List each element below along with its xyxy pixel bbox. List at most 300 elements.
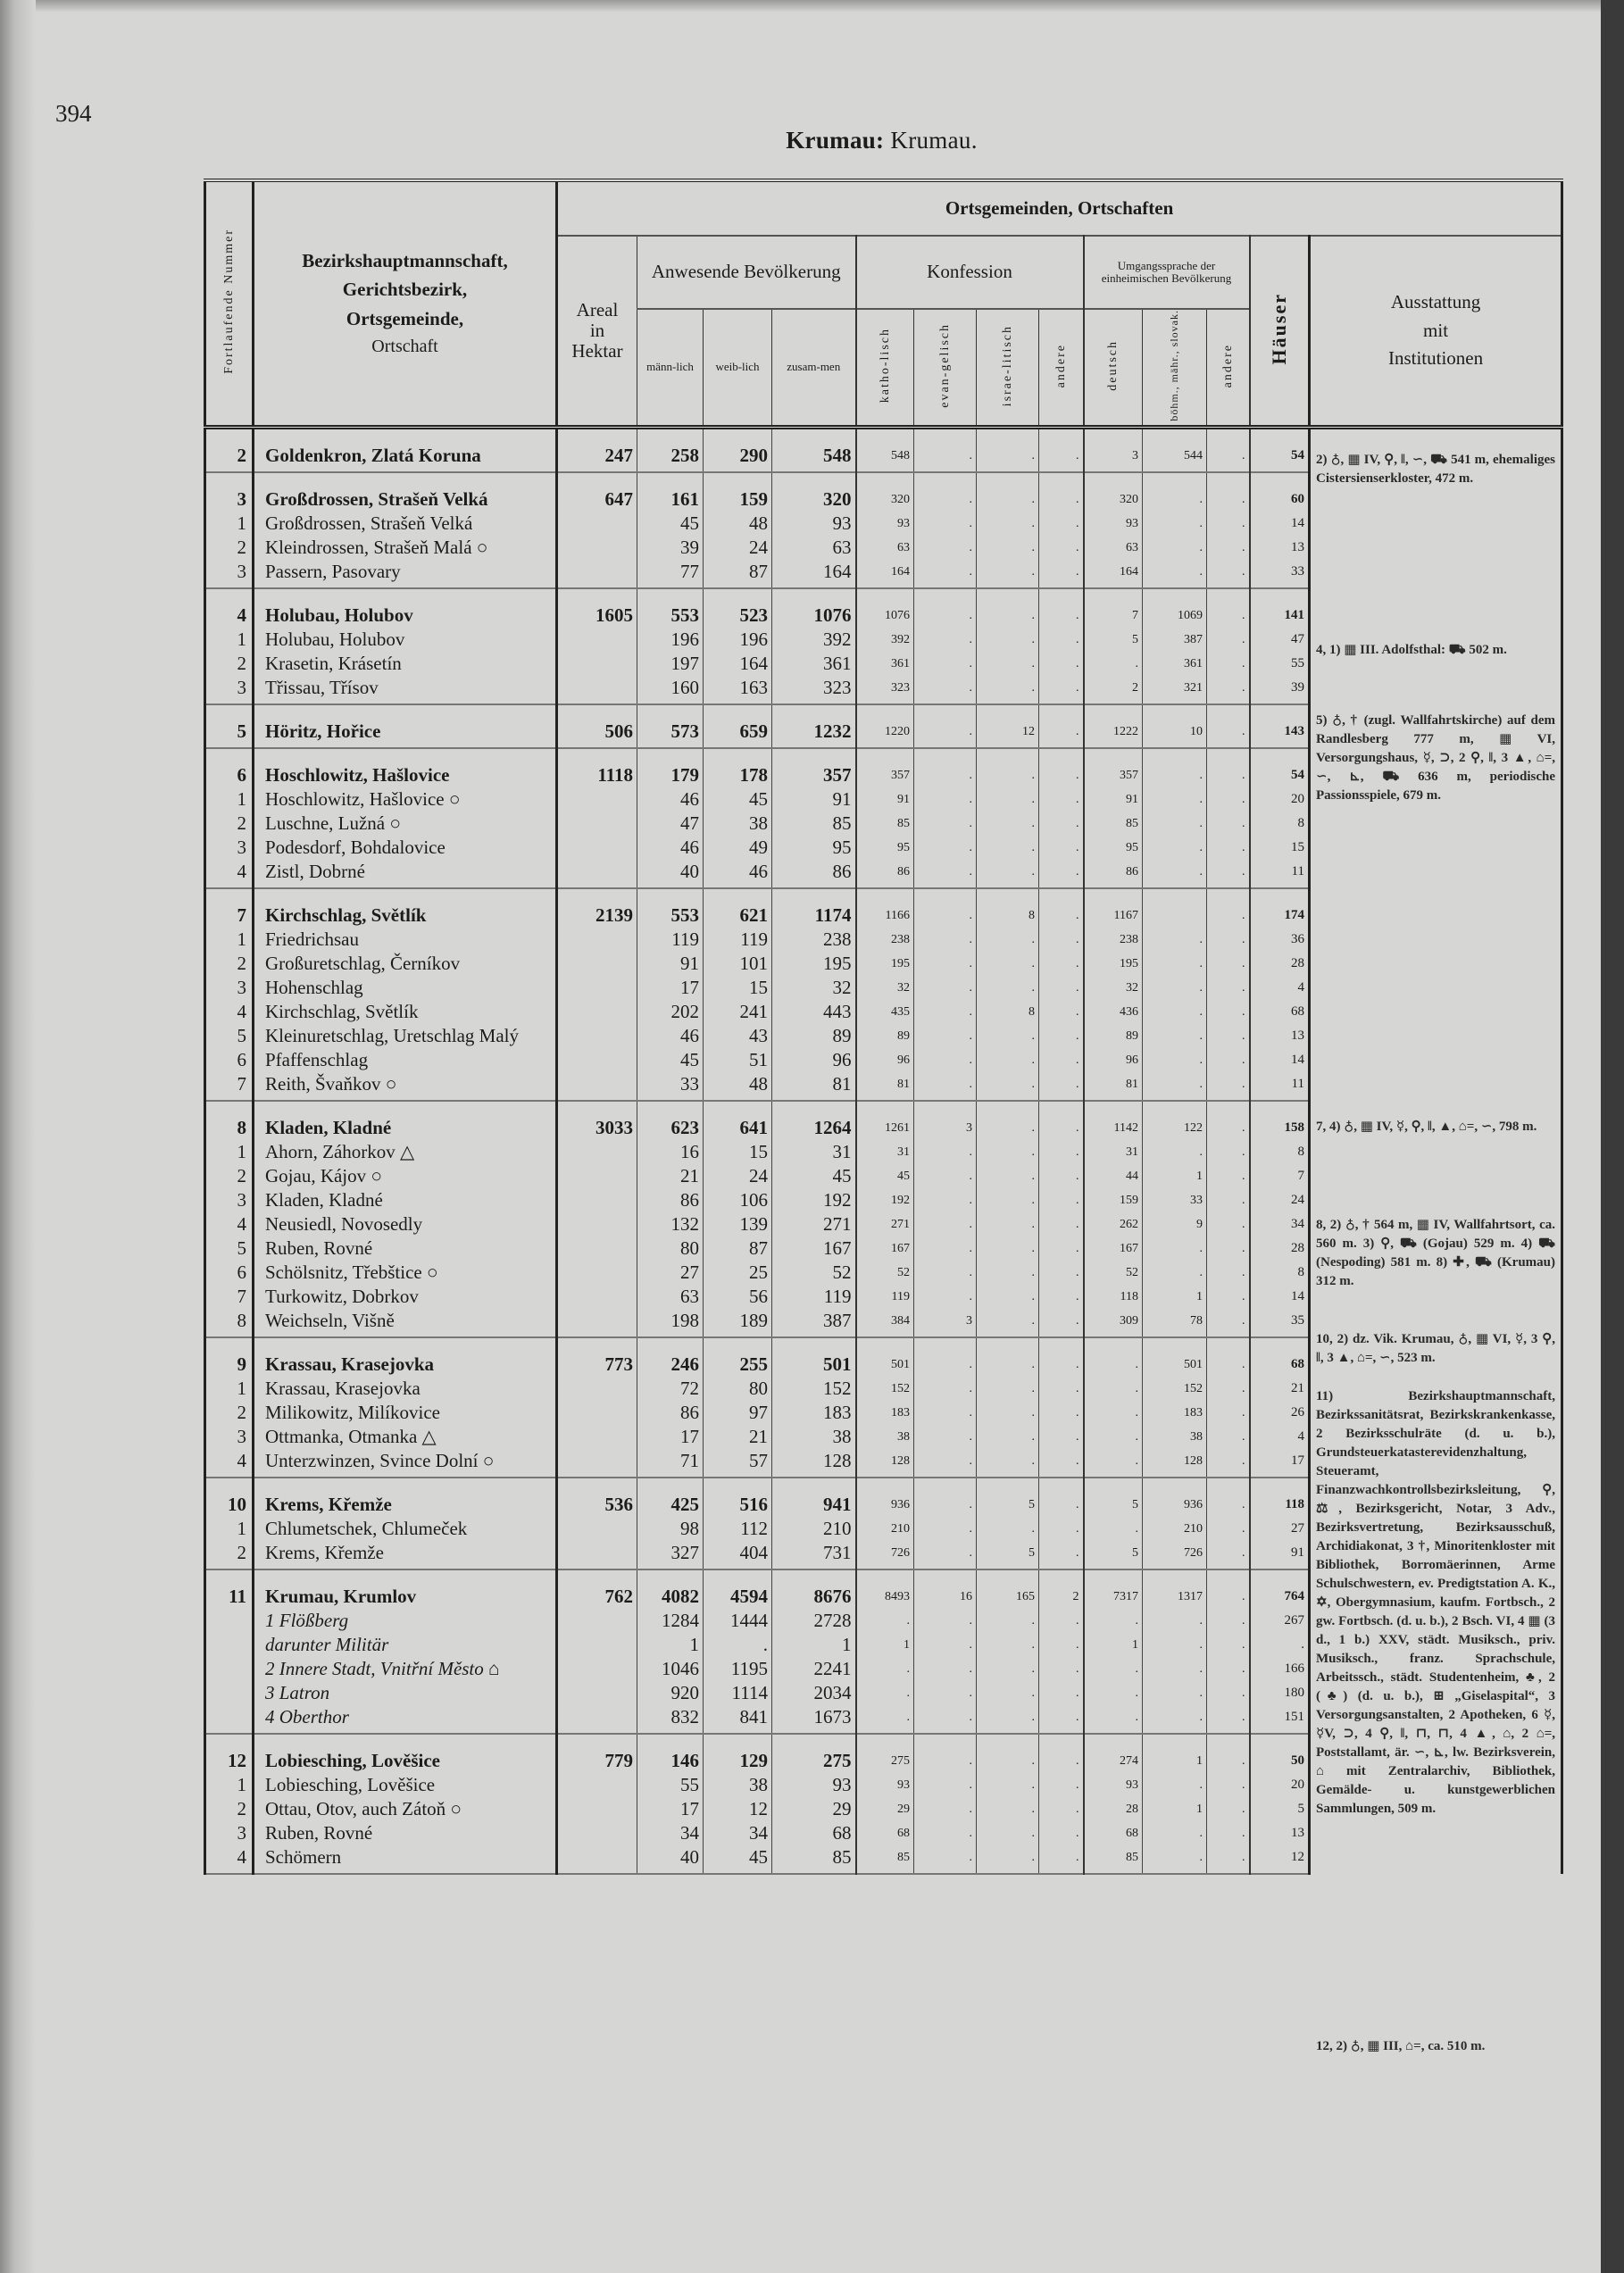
place-name [254, 1797, 557, 1821]
houses: 28 [1250, 1236, 1310, 1261]
israelite: . [977, 1773, 1039, 1797]
header-other-confession [1039, 309, 1084, 428]
german: 2 [1084, 676, 1143, 704]
israelite: 8 [977, 903, 1039, 928]
israelite: . [977, 976, 1039, 1000]
spacer-cell [254, 1734, 557, 1749]
locality-row [205, 1140, 1562, 1164]
locality-row [205, 536, 1562, 560]
place-name [254, 1024, 557, 1048]
place-name-text: Gojau, Kájov ○ [265, 1165, 383, 1187]
czech: 936 [1143, 1493, 1207, 1517]
spacer-cell [1207, 1734, 1250, 1749]
spacer-cell [856, 1734, 914, 1749]
spacer-cell [1039, 472, 1084, 487]
female: 12 [704, 1797, 772, 1821]
female: 112 [704, 1517, 772, 1541]
catholic: 31 [856, 1140, 914, 1164]
facilities-cell [1310, 560, 1562, 588]
catholic: 164 [856, 560, 914, 588]
czech: 1317 [1143, 1585, 1207, 1609]
row-number [205, 1657, 254, 1681]
catholic: . [856, 1657, 914, 1681]
header-female: weib-lich [704, 309, 772, 428]
catholic: 357 [856, 763, 914, 787]
spacer-cell [1039, 428, 1084, 445]
spacer-cell [704, 1569, 772, 1585]
locality-row [205, 1188, 1562, 1212]
row-number: 1 [237, 512, 246, 535]
czech: 544 [1143, 444, 1207, 472]
houses: 68 [1250, 1000, 1310, 1024]
czech: . [1143, 1821, 1207, 1845]
place-name [254, 903, 557, 928]
total: 195 [772, 952, 856, 976]
houses: 151 [1250, 1705, 1310, 1734]
other-confession: . [1039, 1164, 1084, 1188]
row-number: 6 [237, 1049, 246, 1071]
other-language: . [1207, 1609, 1250, 1633]
german: 3 [1084, 444, 1143, 472]
spacer-cell [1143, 1569, 1207, 1585]
german: 44 [1084, 1164, 1143, 1188]
other-confession: . [1039, 652, 1084, 676]
spacer-cell [772, 704, 856, 720]
evangelical: . [914, 487, 977, 512]
houses: 13 [1250, 1821, 1310, 1845]
male: 202 [637, 1000, 704, 1024]
place-name-text: Holubau, Holubov [265, 604, 413, 627]
evangelical: . [914, 1517, 977, 1541]
locality-row [205, 836, 1562, 860]
israelite: 5 [977, 1541, 1039, 1569]
place-name [254, 1609, 557, 1633]
header-name-line: Ortsgemeinde, [346, 307, 464, 329]
male: 98 [637, 1517, 704, 1541]
place-name [254, 1493, 557, 1517]
area-hectares [557, 1657, 637, 1681]
place-name-text: Weichseln, Višně [265, 1310, 395, 1332]
other-confession: . [1039, 1705, 1084, 1734]
female: 15 [704, 1140, 772, 1164]
german: 1167 [1084, 903, 1143, 928]
total: 392 [772, 628, 856, 652]
other-language: . [1207, 604, 1250, 628]
evangelical: . [914, 444, 977, 472]
row-number [205, 1681, 254, 1705]
spacer-cell [1250, 704, 1310, 720]
female: 51 [704, 1048, 772, 1072]
catholic: 85 [856, 812, 914, 836]
catholic: . [856, 1681, 914, 1705]
israelite: . [977, 1425, 1039, 1449]
evangelical: . [914, 1164, 977, 1188]
male: 40 [637, 860, 704, 888]
row-number: 3 [237, 1189, 246, 1211]
evangelical: . [914, 928, 977, 952]
czech: 1 [1143, 1285, 1207, 1309]
catholic: 936 [856, 1493, 914, 1517]
israelite: . [977, 652, 1039, 676]
spacer-cell [977, 1101, 1039, 1116]
female: 178 [704, 763, 772, 787]
spacer-cell [1084, 472, 1143, 487]
male: 832 [637, 1705, 704, 1734]
scan-edge-left [0, 0, 36, 2273]
other-confession: . [1039, 1425, 1084, 1449]
spacer-cell [1250, 472, 1310, 487]
area-hectares [557, 1633, 637, 1657]
spacer-cell [914, 1101, 977, 1116]
spacer-cell [1084, 1734, 1143, 1749]
other-confession: . [1039, 1541, 1084, 1569]
czech: . [1143, 928, 1207, 952]
czech [1143, 903, 1207, 928]
other-confession: . [1039, 1261, 1084, 1285]
german: 63 [1084, 536, 1143, 560]
spacer-cell [557, 888, 637, 903]
other-language: . [1207, 1236, 1250, 1261]
area-hectares [557, 1285, 637, 1309]
czech: . [1143, 1236, 1207, 1261]
place-name-text: Zistl, Dobrné [265, 861, 365, 883]
place-name [254, 628, 557, 652]
houses: 8 [1250, 1261, 1310, 1285]
facilities-cell [1310, 536, 1562, 560]
other-language: . [1207, 1285, 1250, 1309]
german: 85 [1084, 812, 1143, 836]
place-name [254, 560, 557, 588]
spacer-cell [1039, 1478, 1084, 1493]
czech: 387 [1143, 628, 1207, 652]
locality-row [205, 1164, 1562, 1188]
catholic: 29 [856, 1797, 914, 1821]
german: 262 [1084, 1212, 1143, 1236]
other-confession: . [1039, 604, 1084, 628]
spacer-cell [772, 1734, 856, 1749]
area-hectares [557, 1845, 637, 1874]
spacer-cell [254, 1569, 557, 1585]
total: 31 [772, 1140, 856, 1164]
male: 40 [637, 1845, 704, 1874]
german: 91 [1084, 787, 1143, 812]
spacer-cell [704, 1734, 772, 1749]
spacer-cell [1084, 748, 1143, 763]
evangelical: . [914, 1493, 977, 1517]
catholic: 392 [856, 628, 914, 652]
other-confession: . [1039, 1821, 1084, 1845]
place-name [254, 860, 557, 888]
locality-row [205, 860, 1562, 888]
facilities-cell [1310, 1000, 1562, 1024]
header-german-label: deutsch [1106, 339, 1120, 391]
german: . [1084, 652, 1143, 676]
israelite: . [977, 1517, 1039, 1541]
evangelical: . [914, 536, 977, 560]
row-number [205, 1633, 254, 1657]
catholic: 93 [856, 512, 914, 536]
spacer-cell [914, 1734, 977, 1749]
czech: . [1143, 1048, 1207, 1072]
male: 553 [637, 903, 704, 928]
area-hectares [557, 1797, 637, 1821]
spacer-cell [637, 704, 704, 720]
male: 258 [637, 444, 704, 472]
evangelical: . [914, 1212, 977, 1236]
spacer-cell [914, 1337, 977, 1353]
catholic: 52 [856, 1261, 914, 1285]
other-confession: . [1039, 1449, 1084, 1478]
israelite: 5 [977, 1493, 1039, 1517]
czech: . [1143, 487, 1207, 512]
place-name [254, 763, 557, 787]
female: 24 [704, 1164, 772, 1188]
houses: 17 [1250, 1449, 1310, 1478]
evangelical: . [914, 1353, 977, 1377]
place-name-text: Pfaffenschlag [265, 1049, 369, 1071]
german: 86 [1084, 860, 1143, 888]
row-number: 11 [229, 1586, 246, 1608]
other-language: . [1207, 836, 1250, 860]
place-name [254, 1749, 557, 1773]
facilities-cell [1310, 1048, 1562, 1072]
total: 32 [772, 976, 856, 1000]
spacer-cell [704, 704, 772, 720]
houses: 11 [1250, 1072, 1310, 1101]
area-hectares: 773 [557, 1353, 637, 1377]
other-language: . [1207, 1353, 1250, 1377]
german: 85 [1084, 1845, 1143, 1874]
other-confession: . [1039, 1749, 1084, 1773]
male: 71 [637, 1449, 704, 1478]
czech: 10 [1143, 720, 1207, 748]
spacer-cell [1039, 748, 1084, 763]
row-number: 2 [237, 653, 246, 675]
header-male: männ-lich [637, 309, 704, 428]
female: 163 [704, 676, 772, 704]
other-confession: . [1039, 1285, 1084, 1309]
place-name-text: Lobiesching, Lověšice [265, 1750, 441, 1772]
spacer-cell [772, 1478, 856, 1493]
place-name [254, 604, 557, 628]
row-number: 3 [205, 676, 254, 704]
female: 196 [704, 628, 772, 652]
header-facilities-line: Institutionen [1387, 347, 1484, 370]
total: 501 [772, 1353, 856, 1377]
other-language: . [1207, 1585, 1250, 1609]
male: 146 [637, 1749, 704, 1773]
czech: . [1143, 560, 1207, 588]
facilities-cell [1310, 604, 1562, 628]
german: . [1084, 1425, 1143, 1449]
male: 920 [637, 1681, 704, 1705]
czech: 152 [1143, 1377, 1207, 1401]
place-name-text: Goldenkron, Zlatá Koruna [265, 445, 481, 467]
area-hectares [557, 1773, 637, 1797]
evangelical: . [914, 860, 977, 888]
czech: 122 [1143, 1116, 1207, 1140]
place-name [254, 720, 557, 748]
female: 404 [704, 1541, 772, 1569]
area-hectares [557, 1261, 637, 1285]
male: 1284 [637, 1609, 704, 1633]
other-confession: . [1039, 1353, 1084, 1377]
houses: 20 [1250, 787, 1310, 812]
houses: 26 [1250, 1401, 1310, 1425]
municipality-row [205, 487, 1562, 512]
spacer-cell [856, 888, 914, 903]
catholic: 501 [856, 1353, 914, 1377]
facilities-cell [1310, 487, 1562, 512]
female: 97 [704, 1401, 772, 1425]
spacer-cell [637, 1569, 704, 1585]
spacer-cell [914, 888, 977, 903]
spacer-cell [856, 428, 914, 445]
other-confession: . [1039, 1681, 1084, 1705]
german: 357 [1084, 763, 1143, 787]
total: 357 [772, 763, 856, 787]
total: 323 [772, 676, 856, 704]
place-name-text: Krasetin, Krásetín [265, 653, 402, 675]
area-hectares [557, 1048, 637, 1072]
place-name-text: Reith, Švaňkov ○ [265, 1073, 397, 1095]
row-number: 3 [237, 1426, 246, 1448]
israelite: 165 [977, 1585, 1039, 1609]
evangelical: . [914, 720, 977, 748]
houses: 50 [1250, 1749, 1310, 1773]
houses: 158 [1250, 1116, 1310, 1140]
row-number: 5 [205, 720, 254, 748]
area-hectares [557, 1140, 637, 1164]
catholic: 45 [856, 1164, 914, 1188]
israelite: . [977, 1377, 1039, 1401]
row-number: 4 [237, 604, 246, 627]
locality-row [205, 1072, 1562, 1101]
catholic: 81 [856, 1072, 914, 1101]
header-areal-line: Hektar [571, 340, 623, 362]
spacer-cell [557, 1569, 637, 1585]
houses: 91 [1250, 1541, 1310, 1569]
female: 24 [704, 536, 772, 560]
other-language: . [1207, 1401, 1250, 1425]
area-hectares [557, 1000, 637, 1024]
other-language: . [1207, 860, 1250, 888]
facilities-cell [1310, 676, 1562, 704]
houses: 27 [1250, 1517, 1310, 1541]
spacer-cell [1143, 748, 1207, 763]
facilities-cell [1310, 1845, 1562, 1874]
municipality-group [205, 472, 1562, 588]
other-confession: . [1039, 1072, 1084, 1101]
houses: 34 [1250, 1212, 1310, 1236]
other-confession: . [1039, 512, 1084, 536]
male: 45 [637, 1048, 704, 1072]
other-confession: . [1039, 1048, 1084, 1072]
german: 320 [1084, 487, 1143, 512]
total: 85 [772, 812, 856, 836]
evangelical: . [914, 1236, 977, 1261]
spacer-cell [772, 588, 856, 604]
male: 16 [637, 1140, 704, 1164]
israelite: . [977, 1845, 1039, 1874]
czech: . [1143, 812, 1207, 836]
place-name-text: Holubau, Holubov [265, 629, 405, 651]
total: 1673 [772, 1705, 856, 1734]
catholic: 93 [856, 1773, 914, 1797]
spacer-cell [1207, 1101, 1250, 1116]
total: 941 [772, 1493, 856, 1517]
male: 21 [637, 1164, 704, 1188]
german: 31 [1084, 1140, 1143, 1164]
catholic: 1076 [856, 604, 914, 628]
houses: 166 [1250, 1657, 1310, 1681]
spacer-cell [1143, 1734, 1207, 1749]
place-name-text: Ruben, Rovné [265, 1822, 373, 1844]
total: 89 [772, 1024, 856, 1048]
female: 255 [704, 1353, 772, 1377]
row-number: 7 [237, 904, 246, 927]
catholic: 1166 [856, 903, 914, 928]
german: 1222 [1084, 720, 1143, 748]
total: 45 [772, 1164, 856, 1188]
czech: . [1143, 1000, 1207, 1024]
israelite: . [977, 487, 1039, 512]
female: 164 [704, 652, 772, 676]
female: 45 [704, 1845, 772, 1874]
german: . [1084, 1353, 1143, 1377]
place-name-text: darunter Militär [265, 1634, 389, 1656]
other-language: . [1207, 1048, 1250, 1072]
male: 1 [637, 1633, 704, 1657]
male: 39 [637, 536, 704, 560]
male: 119 [637, 928, 704, 952]
male: 47 [637, 812, 704, 836]
evangelical: . [914, 1449, 977, 1478]
houses: 8 [1250, 1140, 1310, 1164]
czech: 183 [1143, 1401, 1207, 1425]
other-confession: . [1039, 536, 1084, 560]
male: 45 [637, 512, 704, 536]
row-number: 2 [237, 953, 246, 975]
total: 68 [772, 1821, 856, 1845]
catholic: . [856, 1705, 914, 1734]
spacer-cell [772, 1569, 856, 1585]
header-houses [1250, 236, 1310, 428]
place-name [254, 1845, 557, 1874]
header-other-confession-label: andere [1054, 343, 1068, 387]
czech: . [1143, 836, 1207, 860]
running-title-district: Krumau: [786, 127, 885, 154]
evangelical: . [914, 1773, 977, 1797]
place-name [254, 928, 557, 952]
spacer-cell [254, 1337, 557, 1353]
israelite: . [977, 1309, 1039, 1337]
facilities-note: 5) ♁, † (zugl. Wallfahrtskirche) auf dem Randlesberg 777 m, ▦ VI, Versorgungshaus, ☿, ⊃, 2 ⚲, ‖, 3 ▲, ⌂=, ∽, ⊾, ⛟ 636 m, periodische Passionsspiele, 679 m. [1316, 713, 1555, 803]
total: 93 [772, 1773, 856, 1797]
place-name-text: Ottmanka, Otmanka △ [265, 1426, 437, 1448]
other-language: . [1207, 1072, 1250, 1101]
czech: 1069 [1143, 604, 1207, 628]
header-facilities-line: mit [1423, 319, 1449, 341]
other-language: . [1207, 1821, 1250, 1845]
total: 361 [772, 652, 856, 676]
place-name [254, 952, 557, 976]
houses: 8 [1250, 812, 1310, 836]
czech: . [1143, 1657, 1207, 1681]
row-number: 1 [237, 1378, 246, 1400]
locality-row [205, 1000, 1562, 1024]
spacer-cell [1084, 1337, 1143, 1353]
